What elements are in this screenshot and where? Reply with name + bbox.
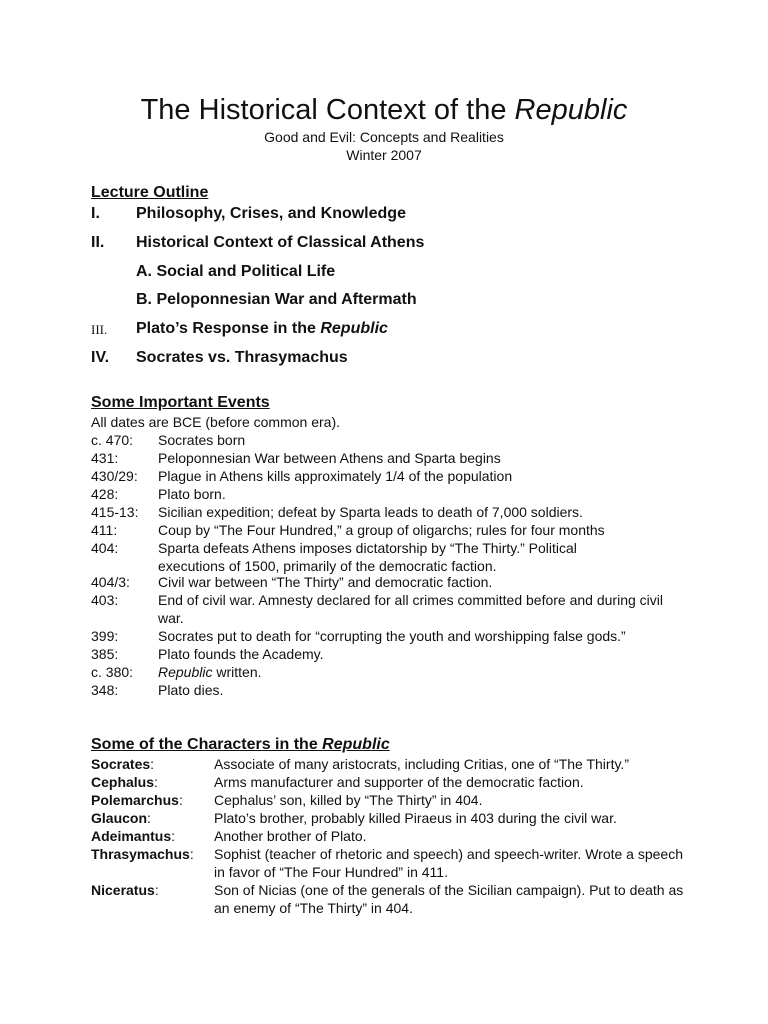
- event-description: Plato dies.: [158, 682, 224, 698]
- character-name-text: Niceratus: [91, 882, 155, 898]
- character-description: Sophist (teacher of rhetoric and speech) and speech-writer. Wrote a speech in favor of “The Four Hundred” in 411.: [214, 846, 683, 880]
- character-name: Polemarchus:: [91, 792, 183, 808]
- characters-heading-text: Some of the Characters in the: [91, 736, 323, 753]
- event-description-italic: Republic: [158, 664, 213, 680]
- event-date: 403:: [91, 592, 119, 608]
- outline-text: A. Social and Political Life: [136, 263, 336, 280]
- event-date: c. 380:: [91, 664, 134, 680]
- character-name-text: Polemarchus: [91, 792, 179, 808]
- event-date: 404:: [91, 540, 119, 556]
- events-note: All dates are BCE (before common era).: [91, 414, 340, 430]
- outline-text-italic: Republic: [320, 320, 388, 337]
- character-name-text: Socrates: [91, 756, 151, 772]
- character-description: Plato’s brother, probably killed Piraeus in 403 during the civil war.: [214, 810, 617, 826]
- event-description: End of civil war. Amnesty declared for all crimes committed before and during civil war.: [158, 592, 663, 626]
- character-name-text: Adeimantus: [91, 828, 172, 844]
- character-description: Another brother of Plato.: [214, 828, 367, 844]
- page-title: [0, 92, 768, 128]
- outline-text: Philosophy, Crises, and Knowledge: [136, 205, 406, 222]
- outline-heading: Lecture Outline: [91, 184, 209, 201]
- event-date: 411:: [91, 522, 118, 538]
- event-date: 430/29:: [91, 468, 138, 484]
- course-name: Good and Evil: Concepts and Realities: [264, 129, 504, 145]
- character-name: Thrasymachus:: [91, 846, 194, 862]
- outline-text: Historical Context of Classical Athens: [136, 234, 425, 251]
- character-name: Socrates:: [91, 756, 155, 772]
- characters-heading: [91, 735, 390, 755]
- event-date: 348:: [91, 682, 119, 698]
- event-description: Coup by “The Four Hundred,” a group of oligarchs; rules for four months: [158, 522, 605, 538]
- event-description: Sparta defeats Athens imposes dictatorship by “The Thirty.” Political executions of 1500, primarily of the democratic faction.: [158, 540, 577, 574]
- event-date: 415-13:: [91, 504, 139, 520]
- event-description: Plato born.: [158, 486, 226, 502]
- character-description: Associate of many aristocrats, including Critias, one of “The Thirty.”: [214, 756, 629, 772]
- event-date: 431:: [91, 450, 119, 466]
- character-name: Cephalus:: [91, 774, 158, 790]
- character-name-text: Glaucon: [91, 810, 148, 826]
- outline-number: IV.: [91, 349, 110, 366]
- character-description: Cephalus’ son, killed by “The Thirty” in 404.: [214, 792, 483, 808]
- event-description: Peloponnesian War between Athens and Sparta begins: [158, 450, 501, 466]
- event-date: 385:: [91, 646, 119, 662]
- event-date: 404/3:: [91, 574, 130, 590]
- event-description: [158, 663, 678, 681]
- title-italic: Republic: [514, 94, 628, 126]
- outline-text-main: Plato’s Response in the: [136, 320, 321, 337]
- event-description: Plato founds the Academy.: [158, 646, 324, 662]
- outline-text: B. Peloponnesian War and Aftermath: [136, 291, 417, 308]
- character-name: Niceratus:: [91, 882, 159, 898]
- event-date: 399:: [91, 628, 119, 644]
- title-text: The Historical Context of the: [140, 94, 515, 126]
- character-name-text: Cephalus: [91, 774, 155, 790]
- character-name: Adeimantus:: [91, 828, 176, 844]
- character-description: Son of Nicias (one of the generals of the Sicilian campaign). Put to death as an enemy of “The Thirty” in 404.: [214, 882, 684, 916]
- event-description-text: written.: [212, 664, 262, 680]
- term: Winter 2007: [346, 147, 422, 163]
- event-description: Plague in Athens kills approximately 1/4 of the population: [158, 468, 513, 484]
- outline-number: II.: [91, 234, 105, 251]
- outline-number: I.: [91, 205, 100, 222]
- event-description: Socrates born: [158, 432, 246, 448]
- event-description: Sicilian expedition; defeat by Sparta leads to death of 7,000 soldiers.: [158, 504, 583, 520]
- event-description: Civil war between “The Thirty” and democratic faction.: [158, 574, 493, 590]
- character-name-text: Thrasymachus: [91, 846, 190, 862]
- characters-heading-italic: Republic: [322, 736, 390, 753]
- outline-number: III.: [91, 322, 108, 337]
- event-date: c. 470:: [91, 432, 134, 448]
- event-date: 428:: [91, 486, 119, 502]
- outline-text: Socrates vs. Thrasymachus: [136, 349, 348, 366]
- outline-text: [136, 319, 388, 339]
- character-description: Arms manufacturer and supporter of the democratic faction.: [214, 774, 584, 790]
- events-heading: Some Important Events: [91, 394, 270, 411]
- event-description: Socrates put to death for “corrupting the youth and worshipping false gods.”: [158, 628, 626, 644]
- character-name: Glaucon:: [91, 810, 151, 826]
